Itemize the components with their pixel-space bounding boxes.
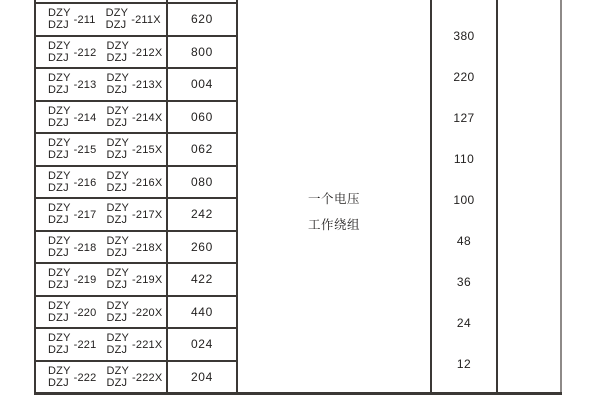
model-variant-2 [106,267,162,291]
model-prefix-stack [106,202,129,226]
model-prefix-top: DZY [106,332,130,345]
model-suffix: -213 [73,79,97,92]
model-prefix-top: DZY [106,104,130,117]
model-prefix-stack [106,332,129,356]
model-prefix-top: DZY [48,137,71,150]
model-prefix-top: DZY [48,234,71,247]
model-variant-1 [48,7,96,31]
code-value: 062 [190,142,214,157]
model-prefix-top: DZY [105,7,129,20]
spec-table [34,0,564,395]
code-value: 440 [190,304,214,319]
model-prefix-top: DZY [106,169,130,182]
code-cell [168,199,236,232]
code-cell [168,134,236,167]
model-prefix-top: DZY [48,72,71,85]
model-prefix-bottom: DZJ [48,279,69,292]
model-variant-1 [48,365,96,389]
model-suffix: -211 [73,14,96,27]
model-variant-1 [48,267,96,291]
model-variant-1 [48,170,96,194]
code-value: 004 [190,77,214,92]
table-row-models [36,264,166,297]
model-prefix-top: DZY [48,202,71,215]
model-prefix-top: DZY [106,267,130,280]
model-variant-2 [106,137,162,161]
model-prefix-bottom: DZJ [48,84,69,97]
model-prefix-bottom: DZJ [106,181,128,194]
model-variant-2 [106,365,162,389]
code-cell [168,329,236,362]
code-value: 024 [190,337,214,352]
model-prefix-top: DZY [106,299,130,312]
model-prefix-bottom: DZJ [106,376,128,389]
model-prefix-stack [48,235,71,259]
model-suffix: -217X [132,209,163,222]
model-prefix-stack [48,7,71,31]
table-row-models [36,297,166,330]
code-cell [168,102,236,135]
model-prefix-stack [48,137,71,161]
code-value: 242 [190,207,214,222]
model-prefix-bottom: DZJ [106,246,128,259]
model-suffix: -218 [73,241,97,254]
model-suffix: -212X [132,46,163,59]
model-variant-2 [106,300,162,324]
model-prefix-top: DZY [106,202,130,215]
model-prefix-stack [48,267,71,291]
table-row-models [36,4,166,37]
voltage-value: 100 [453,193,475,207]
voltage-value: 380 [453,29,475,43]
table-row-models [36,102,166,135]
model-prefix-stack [48,72,71,96]
model-suffix: -217 [73,209,97,222]
model-prefix-stack [106,170,129,194]
voltage-value: 36 [456,275,472,289]
table-bottom-border [34,392,562,395]
code-cell [168,167,236,200]
model-prefix-bottom: DZJ [106,84,128,97]
model-prefix-top: DZY [48,299,71,312]
model-suffix: -222X [132,371,163,384]
model-prefix-stack [48,170,71,194]
voltage-list [432,8,496,392]
model-prefix-top: DZY [48,332,71,345]
table-row-models [36,167,166,200]
voltage-value: 110 [453,152,475,166]
model-prefix-bottom: DZJ [106,149,128,162]
model-prefix-bottom: DZJ [106,51,128,64]
model-prefix-stack [48,105,71,129]
codes-column [166,0,236,392]
codes-column-rows [168,4,236,392]
model-variant-2 [106,7,161,31]
model-prefix-bottom: DZJ [106,116,128,129]
model-suffix: -221X [132,339,163,352]
model-prefix-stack [106,40,129,64]
code-cell [168,69,236,102]
model-suffix: -216X [132,176,163,189]
models-column-rows [36,4,166,392]
model-prefix-bottom: DZJ [105,19,127,32]
code-cell [168,37,236,70]
model-prefix-stack [106,105,129,129]
model-suffix: -216 [73,176,97,189]
model-prefix-top: DZY [48,7,71,20]
code-cell [168,232,236,265]
model-prefix-stack [48,365,71,389]
model-prefix-bottom: DZJ [48,149,69,162]
model-suffix: -219X [132,274,163,287]
code-value: 080 [190,174,214,189]
voltage-value: 24 [456,316,472,330]
model-suffix: -215 [73,144,97,157]
model-prefix-bottom: DZJ [48,214,69,227]
model-suffix: -214 [73,111,97,124]
model-prefix-bottom: DZJ [48,51,69,64]
model-prefix-stack [106,137,129,161]
model-variant-2 [106,202,162,226]
code-cell [168,297,236,330]
voltage-value: 127 [453,111,475,125]
model-variant-1 [48,235,96,259]
model-prefix-stack [48,332,71,356]
table-row-models [36,232,166,265]
model-suffix: -219 [73,274,97,287]
model-variant-1 [48,300,96,324]
empty-column [496,0,562,392]
model-prefix-stack [106,235,129,259]
model-prefix-stack [106,300,129,324]
table-row-models [36,134,166,167]
model-prefix-stack [48,40,71,64]
model-prefix-bottom: DZJ [48,116,69,129]
voltage-value: 220 [453,70,475,84]
model-prefix-top: DZY [48,364,71,377]
model-suffix: -213X [132,79,163,92]
code-value: 060 [190,109,214,124]
model-prefix-top: DZY [106,234,130,247]
model-variant-1 [48,40,96,64]
model-prefix-bottom: DZJ [106,279,128,292]
table-row-models [36,199,166,232]
code-cell [168,4,236,37]
model-suffix: -211X [131,14,161,27]
voltage-value: 12 [456,357,472,371]
model-variant-1 [48,332,96,356]
code-value: 204 [190,369,214,384]
model-prefix-stack [106,72,129,96]
table-row-models [36,362,166,393]
model-variant-2 [106,40,162,64]
model-prefix-top: DZY [106,72,130,85]
model-variant-2 [106,235,162,259]
model-suffix: -220 [73,306,97,319]
model-variant-2 [106,170,162,194]
model-suffix: -212 [73,46,97,59]
model-suffix: -214X [132,111,163,124]
model-prefix-top: DZY [106,39,130,52]
model-suffix: -221 [73,339,97,352]
model-suffix: -220X [132,306,163,319]
table-row-models [36,329,166,362]
table-row-models [36,37,166,70]
model-suffix: -222 [73,371,97,384]
model-prefix-top: DZY [48,104,71,117]
winding-label-line-1: 一个电压 [307,192,360,206]
model-variant-1 [48,137,96,161]
model-prefix-stack [48,202,71,226]
model-prefix-bottom: DZJ [48,311,69,324]
model-prefix-top: DZY [48,39,71,52]
code-value: 260 [190,239,214,254]
model-prefix-bottom: DZJ [106,344,128,357]
model-variant-1 [48,202,96,226]
model-suffix: -215X [132,144,163,157]
model-prefix-top: DZY [106,137,130,150]
model-prefix-bottom: DZJ [48,246,69,259]
voltage-column [430,0,496,392]
model-prefix-top: DZY [106,364,130,377]
model-prefix-stack [48,300,71,324]
code-cell [168,362,236,393]
code-value: 422 [190,272,214,287]
model-suffix: -218X [132,241,163,254]
model-prefix-stack [106,267,129,291]
winding-label-line-2: 工作绕组 [307,218,360,232]
model-variant-2 [106,105,162,129]
model-prefix-bottom: DZJ [48,376,69,389]
model-prefix-stack [106,7,129,31]
model-prefix-bottom: DZJ [106,214,128,227]
model-prefix-bottom: DZJ [48,344,69,357]
model-variant-1 [48,72,96,96]
code-value: 800 [190,44,214,59]
model-prefix-bottom: DZJ [48,181,69,194]
model-variant-2 [106,72,162,96]
code-cell [168,264,236,297]
voltage-value: 48 [456,234,472,248]
table-row-models [36,69,166,102]
model-prefix-bottom: DZJ [48,19,69,32]
model-prefix-top: DZY [48,169,71,182]
code-value: 620 [190,12,214,27]
model-variant-1 [48,105,96,129]
table-top-border [34,2,236,4]
model-prefix-top: DZY [48,267,71,280]
model-variant-2 [106,332,162,356]
model-prefix-stack [106,365,129,389]
model-prefix-bottom: DZJ [106,311,128,324]
winding-cell [236,0,430,392]
models-column [34,0,166,392]
